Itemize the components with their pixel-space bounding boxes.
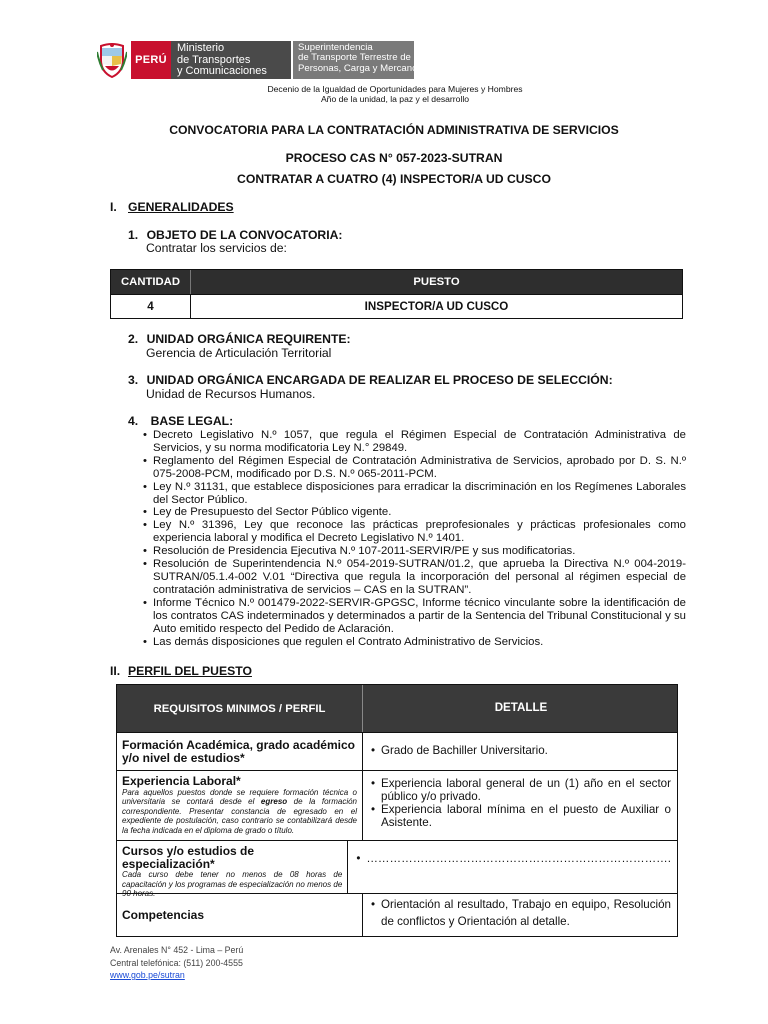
- detail-item: • …………………………………………………………………….: [356, 853, 671, 866]
- agency-line: Personas, Carga y Mercancías: [298, 62, 430, 74]
- detail-cell: [363, 771, 677, 840]
- detail-item: • Orientación al resultado, Trabajo en equipo, Resolución de conflictos y Orientación al detalle.: [371, 896, 671, 930]
- detail-item: • Experiencia laboral general de un (1) año en el sector público y/o privado.: [371, 778, 671, 804]
- subsection-number: 2.: [128, 332, 139, 346]
- subsection-title: UNIDAD ORGÁNICA ENCARGADA DE REALIZAR EL PROCESO DE SELECCIÓN:: [146, 373, 613, 387]
- peru-coat-of-arms-icon: [97, 42, 127, 78]
- ministry-line: Ministerio: [177, 42, 225, 54]
- subsection-unidad-requirente: [128, 332, 351, 346]
- main-title: CONVOCATORIA PARA LA CONTRATACIÓN ADMINISTRATIVA DE SERVICIOS: [169, 123, 619, 137]
- header-puesto: PUESTO: [413, 276, 460, 288]
- note-text: de la formación correspondiente. Presentar constancia de egresado en el expediente de postulación, caso contrario se contabilizará desde la fecha indicada en el diploma de grado o título.: [122, 797, 357, 835]
- position-table: [110, 269, 683, 319]
- list-item: • Ley de Presupuesto del Sector Público vigente.: [143, 506, 686, 519]
- list-item: • Informe Técnico N.º 001479-2022-SERVIR-GPGSC, Informe técnico vinculante sobre la identificación de los contratos CAS indeterminados y determinados a partir de la Sentencia del Tribunal Constitucional y su Auto emitido respecto del Pedido de Aclaración.: [143, 597, 686, 636]
- table-row: [117, 770, 677, 840]
- list-item: • Resolución de Superintendencia N.º 054-2019-SUTRAN/01.2, que aprueba la Directiva N.º 004-2019-SUTRAN/05.1.4-002 V.01 “Directiva que regula la incorporación del personal al régimen especial de contratación administrativa de servicios – CAS en la SUTRAN”.: [143, 558, 686, 597]
- detail-cell: [363, 733, 677, 770]
- section-number: I.: [110, 200, 117, 214]
- subsection-base-legal: [128, 414, 233, 428]
- requirement-label-cell: [117, 771, 363, 840]
- cell-puesto: INSPECTOR/A UD CUSCO: [364, 300, 509, 313]
- year-motto: Año de la unidad, la paz y el desarrollo: [320, 94, 470, 104]
- subsection-number: 4.: [128, 414, 139, 428]
- cell-cantidad: 4: [111, 295, 191, 318]
- detail-item: • Experiencia laboral mínima en el puesto de Auxiliar o Asistente.: [371, 804, 671, 830]
- note-emphasis: egreso: [260, 797, 288, 807]
- position-title: CONTRATAR A CUATRO (4) INSPECTOR/A UD CUSCO: [237, 172, 551, 186]
- ministry-brand-block: [171, 41, 291, 79]
- peru-brand-block: [131, 41, 171, 79]
- agency-brand-block: [293, 41, 430, 79]
- subsection-title: UNIDAD ORGÁNICA REQUIRENTE:: [146, 332, 351, 346]
- section-title: GENERALIDADES: [128, 200, 234, 214]
- section-number: II.: [110, 664, 121, 678]
- list-item: • Resolución de Presidencia Ejecutiva N.º 107-2011-SERVIR/PE y sus modificatorias.: [143, 545, 686, 558]
- table-row: [111, 294, 682, 318]
- header-cantidad: CANTIDAD: [111, 270, 191, 294]
- base-legal-list: [143, 429, 686, 648]
- unidad-encargada-text: Unidad de Recursos Humanos.: [146, 387, 316, 401]
- table-header-row: [117, 685, 677, 732]
- subsection-unidad-encargada: [128, 373, 613, 387]
- detail-item: • Grado de Bachiller Universitario.: [371, 745, 548, 758]
- subsection-objeto: [128, 228, 342, 242]
- list-item: • Las demás disposiciones que regulen el Contrato Administrativo de Servicios.: [143, 636, 686, 649]
- subsection-title: OBJETO DE LA CONVOCATORIA:: [146, 228, 343, 242]
- process-title: PROCESO CAS N° 057-2023-SUTRAN: [285, 151, 503, 165]
- requirement-note: [122, 788, 357, 836]
- detail-cell: [363, 894, 677, 936]
- note-text: Para aquellos puestos donde se requiere formación técnica o universitaria se contará desde el: [122, 787, 357, 807]
- objeto-text: Contratar los servicios de:: [146, 241, 287, 255]
- footer-address: Av. Arenales N° 452 - Lima – Perú: [110, 945, 244, 955]
- table-header-row: [111, 270, 682, 294]
- list-item: • Ley N.º 31396, Ley que reconoce las prácticas preprofesionales y prácticas profesionales como experiencia laboral y modifica el Decreto Legislativo N.º 1401.: [143, 519, 686, 545]
- footer-phone: Central telefónica: (511) 200-4555: [110, 958, 243, 968]
- profile-table: [116, 684, 678, 937]
- subsection-number: 1.: [128, 228, 139, 242]
- detail-list: [371, 778, 671, 830]
- subsection-number: 3.: [128, 373, 139, 387]
- list-item: • Reglamento del Régimen Especial de Contratación Administrativa de Servicios, aprobado por D. S. N.º 075-2008-PCM, modificado por D.S. N.º 065-2011-PCM.: [143, 455, 686, 481]
- requirement-label-cell: [117, 894, 363, 936]
- table-row: [117, 840, 677, 899]
- agency-line: de Transporte Terrestre de: [298, 52, 411, 64]
- agency-line: Superintendencia: [298, 42, 373, 53]
- table-row: [117, 893, 677, 936]
- detail-cell: [348, 841, 677, 893]
- list-item: • Ley N.º 31131, que establece disposiciones para erradicar la discriminación en los Regímenes Laborales del Sector Público.: [143, 481, 686, 507]
- requirement-label: Formación Académica, grado académico y/o nivel de estudios*: [122, 737, 355, 765]
- detail-list: [356, 853, 671, 866]
- requirement-label-cell: [117, 733, 363, 770]
- requirement-label-cell: [117, 841, 348, 899]
- requirement-label: Experiencia Laboral*: [122, 774, 241, 788]
- section-title: PERFIL DEL PUESTO: [128, 664, 252, 678]
- subsection-title: BASE LEGAL:: [150, 414, 234, 428]
- ministry-line: de Transportes: [177, 53, 251, 66]
- footer-website-link[interactable]: www.gob.pe/sutran: [110, 970, 185, 980]
- requirement-note: Cada curso debe tener no menos de 08 horas de capacitación y los programas de especialización no menos de 90 horas.: [122, 870, 343, 899]
- list-item: • Decreto Legislativo N.º 1057, que regula el Régimen Especial de Contratación Administrativa de Servicios, y su norma modificatoria Ley N.° 29849.: [143, 429, 686, 455]
- header-detalle: DETALLE: [494, 701, 548, 715]
- requirement-label: Competencias: [122, 907, 205, 922]
- header-requisitos: REQUISITOS MINIMOS / PERFIL: [117, 685, 363, 732]
- detail-list: [371, 745, 548, 758]
- table-row: [117, 732, 677, 770]
- unidad-requirente-text: Gerencia de Articulación Territorial: [146, 346, 332, 360]
- ministry-line: y Comunicaciones: [177, 65, 267, 77]
- peru-label: PERÚ: [135, 54, 167, 66]
- detail-list: [371, 896, 671, 930]
- requirement-label: Cursos y/o estudios de especialización*: [122, 844, 255, 871]
- decenio-text: Decenio de la Igualdad de Oportunidades para Mujeres y Hombres: [267, 84, 523, 94]
